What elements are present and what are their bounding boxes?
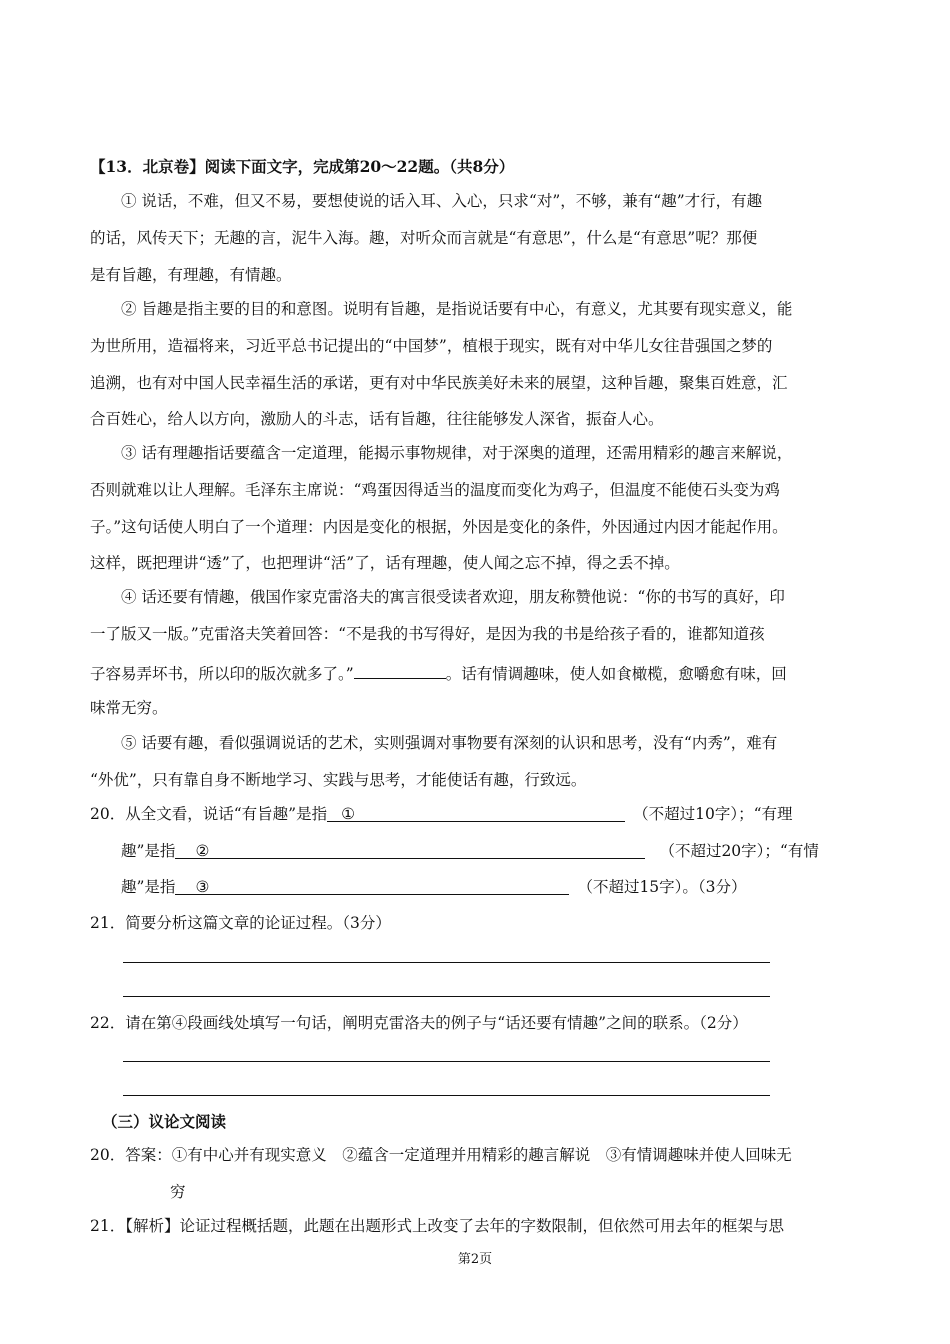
- blank-marker-3: ③: [195, 878, 210, 896]
- paragraph-4-line-3-text: 子容易弄坏书，所以印的版次就多了。”: [90, 665, 354, 683]
- answer-blank-3[interactable]: [175, 877, 569, 895]
- question-21-number: 21．: [90, 914, 126, 932]
- question-22-number: 22．: [90, 1014, 126, 1032]
- paragraph-1-line-1: ① 说话，不难，但又不易，要想使说的话入耳、入心，只求“对”，不够，兼有“趣”才行，有趣: [121, 192, 763, 210]
- paragraph-2-line-3: 追溯，也有对中国人民幸福生活的承诺，更有对中华民族美好未来的展望，这种旨趣，聚集百姓意，汇: [90, 374, 788, 392]
- question-20-text-1b: （不超过10字）；“有理: [633, 805, 793, 823]
- paragraph-3-line-3: 子。”这句话使人明白了一个道理：内因是变化的根据，外因是变化的条件，外因通过内因才能起作用。: [90, 518, 788, 536]
- question-20-line-1: [90, 804, 865, 824]
- answer-21-text: 【解析】论证过程概括题，此题在出题形式上改变了去年的字数限制，但依然可用去年的框架与思: [125, 1217, 784, 1235]
- question-21: [90, 913, 865, 933]
- question-20-text-1: 从全文看，说话“有旨趣”是指: [125, 805, 328, 823]
- paragraph-1-line-3: 是有旨趣，有理趣，有情趣。: [90, 266, 292, 284]
- question-20-line-2: [121, 841, 865, 861]
- answer-line-22-2[interactable]: [123, 1095, 770, 1096]
- paragraph-2-line-1: ② 旨趣是指主要的目的和意图。说明有旨趣，是指说话要有中心，有意义，尤其要有现实意义，能: [121, 300, 793, 318]
- question-20-text-2b: （不超过20字）；“有情: [659, 842, 819, 860]
- answer-20-text: 答案：①有中心并有现实意义 ②蕴含一定道理并用精彩的趣言解说 ③有情调趣味并使人回味无: [125, 1146, 792, 1164]
- answer-20-line-2: 穷: [170, 1183, 186, 1201]
- paragraph-5-line-2: “外优”，只有靠自身不断地学习、实践与思考，才能使话有趣，行致远。: [90, 771, 587, 789]
- answer-blank-1[interactable]: [327, 804, 625, 822]
- paragraph-1-line-2: 的话，风传天下；无趣的言，泥牛入海。趣，对听众而言就是“有意思”，什么是“有意思”呢？那便: [90, 229, 758, 247]
- question-21-text: 简要分析这篇文章的论证过程。（3分）: [125, 914, 391, 932]
- question-20-line-3: [121, 877, 865, 897]
- question-20-text-3b: （不超过15字）。（3分）: [577, 878, 747, 896]
- fill-in-blank[interactable]: [354, 661, 446, 679]
- paragraph-3-line-4: 这样，既把理讲“透”了，也把理讲“活”了，话有理趣，使人闻之忘不掉，得之丢不掉。: [90, 554, 680, 572]
- answer-line-21-1[interactable]: [123, 962, 770, 963]
- answer-21-line-1: [90, 1216, 870, 1236]
- answer-21-number: 21．: [90, 1217, 126, 1235]
- paragraph-4-line-3: [90, 661, 865, 684]
- question-header: 【13．北京卷】阅读下面文字，完成第20～22题。（共8分）: [90, 157, 515, 176]
- paragraph-4-line-2: 一了版又一版。”克雷洛夫笑着回答：“不是我的书写得好，是因为我的书是给孩子看的，谁都知道孩: [90, 625, 765, 643]
- blank-marker-2: ②: [195, 842, 210, 860]
- paragraph-2-line-4: 合百姓心，给人以方向，激励人的斗志，话有旨趣，往往能够发人深省，振奋人心。: [90, 410, 664, 428]
- question-20-text-3: 趣”是指: [121, 878, 176, 896]
- blank-marker-1: ①: [341, 805, 355, 823]
- answer-20-number: 20．: [90, 1146, 126, 1164]
- paragraph-5-line-1: ⑤ 话要有趣，看似强调说话的艺术，实则强调对事物要有深刻的认识和思考，没有“内秀”，难有: [121, 734, 778, 752]
- answer-line-22-1[interactable]: [123, 1061, 770, 1062]
- paragraph-3-line-1: ③ 话有理趣指话要蕴含一定道理，能揭示事物规律，对于深奥的道理，还需用精彩的趣言来解说，: [121, 444, 793, 462]
- paragraph-3-line-2: 否则就难以让人理解。毛泽东主席说：“鸡蛋因得适当的温度而变化为鸡子，但温度不能使石头变为鸡: [90, 481, 780, 499]
- question-20-number: 20．: [90, 805, 126, 823]
- paragraph-2-line-2: 为世所用，造福将来，习近平总书记提出的“中国梦”，植根于现实，既有对中华儿女往昔强国之梦的: [90, 337, 773, 355]
- paragraph-4-line-1: ④ 话还要有情趣，俄国作家克雷洛夫的寓言很受读者欢迎，朋友称赞他说：“你的书写的真好，印: [121, 588, 785, 606]
- question-22: [90, 1013, 870, 1033]
- paragraph-4-line-3-tail: 。话有情调趣味，使人如食橄榄，愈嚼愈有味，回: [445, 665, 787, 683]
- section-heading: （三）议论文阅读: [102, 1112, 227, 1131]
- question-20-text-2: 趣”是指: [121, 842, 176, 860]
- answer-blank-2[interactable]: [175, 841, 645, 859]
- answer-line-21-2[interactable]: [123, 996, 770, 997]
- paragraph-4-line-4: 味常无穷。: [90, 699, 168, 717]
- question-22-text: 请在第④段画线处填写一句话，阐明克雷洛夫的例子与“话还要有情趣”之间的联系。（2分）: [125, 1014, 748, 1032]
- page-number: 第2页: [457, 1252, 493, 1267]
- answer-20-line-1: [90, 1145, 870, 1165]
